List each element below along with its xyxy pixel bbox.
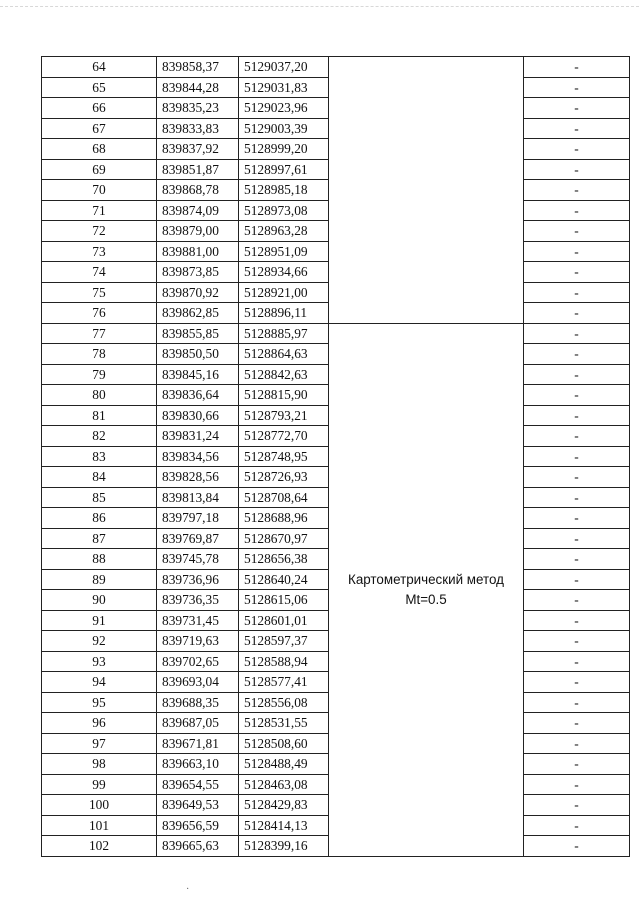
table-row	[42, 57, 630, 78]
point-number-cell: 95	[42, 692, 157, 713]
x-coordinate-cell: 839881,00	[157, 241, 239, 262]
description-cell: -	[524, 200, 630, 221]
point-number-cell: 87	[42, 528, 157, 549]
x-coordinate-cell: 839834,56	[157, 446, 239, 467]
y-coordinate-cell: 5128656,38	[239, 549, 329, 570]
point-number-cell: 70	[42, 180, 157, 201]
x-coordinate-cell: 839879,00	[157, 221, 239, 242]
description-cell: -	[524, 241, 630, 262]
point-number-cell: 86	[42, 508, 157, 529]
description-cell: -	[524, 77, 630, 98]
y-coordinate-cell: 5128963,28	[239, 221, 329, 242]
x-coordinate-cell: 839870,92	[157, 282, 239, 303]
method-cell	[329, 323, 524, 856]
point-number-cell: 79	[42, 364, 157, 385]
point-number-cell: 85	[42, 487, 157, 508]
description-cell: -	[524, 651, 630, 672]
description-cell: -	[524, 733, 630, 754]
x-coordinate-cell: 839836,64	[157, 385, 239, 406]
y-coordinate-cell: 5128985,18	[239, 180, 329, 201]
x-coordinate-cell: 839656,59	[157, 815, 239, 836]
x-coordinate-cell: 839797,18	[157, 508, 239, 529]
x-coordinate-cell: 839736,96	[157, 569, 239, 590]
page-speck: ·	[186, 884, 190, 895]
x-coordinate-cell: 839831,24	[157, 426, 239, 447]
x-coordinate-cell: 839851,87	[157, 159, 239, 180]
description-cell: -	[524, 795, 630, 816]
x-coordinate-cell: 839719,63	[157, 631, 239, 652]
x-coordinate-cell: 839649,53	[157, 795, 239, 816]
x-coordinate-cell: 839828,56	[157, 467, 239, 488]
point-number-cell: 82	[42, 426, 157, 447]
description-cell: -	[524, 528, 630, 549]
x-coordinate-cell: 839688,35	[157, 692, 239, 713]
point-number-cell: 102	[42, 836, 157, 857]
point-number-cell: 98	[42, 754, 157, 775]
description-cell: -	[524, 98, 630, 119]
description-cell: -	[524, 139, 630, 160]
x-coordinate-cell: 839769,87	[157, 528, 239, 549]
description-cell: -	[524, 549, 630, 570]
description-cell: -	[524, 467, 630, 488]
y-coordinate-cell: 5128708,64	[239, 487, 329, 508]
y-coordinate-cell: 5128531,55	[239, 713, 329, 734]
description-cell: -	[524, 672, 630, 693]
y-coordinate-cell: 5128896,11	[239, 303, 329, 324]
y-coordinate-cell: 5129031,83	[239, 77, 329, 98]
point-number-cell: 64	[42, 57, 157, 78]
point-number-cell: 83	[42, 446, 157, 467]
description-cell: -	[524, 282, 630, 303]
x-coordinate-cell: 839855,85	[157, 323, 239, 344]
y-coordinate-cell: 5129037,20	[239, 57, 329, 78]
y-coordinate-cell: 5128921,00	[239, 282, 329, 303]
description-cell: -	[524, 180, 630, 201]
y-coordinate-cell: 5128951,09	[239, 241, 329, 262]
x-coordinate-cell: 839844,28	[157, 77, 239, 98]
y-coordinate-cell: 5128508,60	[239, 733, 329, 754]
x-coordinate-cell: 839858,37	[157, 57, 239, 78]
x-coordinate-cell: 839850,50	[157, 344, 239, 365]
description-cell: -	[524, 385, 630, 406]
point-number-cell: 74	[42, 262, 157, 283]
point-number-cell: 78	[42, 344, 157, 365]
description-cell: -	[524, 815, 630, 836]
point-number-cell: 73	[42, 241, 157, 262]
description-cell: -	[524, 159, 630, 180]
description-cell: -	[524, 569, 630, 590]
point-number-cell: 101	[42, 815, 157, 836]
point-number-cell: 100	[42, 795, 157, 816]
x-coordinate-cell: 839736,35	[157, 590, 239, 611]
description-cell: -	[524, 364, 630, 385]
x-coordinate-cell: 839862,85	[157, 303, 239, 324]
point-number-cell: 90	[42, 590, 157, 611]
description-cell: -	[524, 57, 630, 78]
description-cell: -	[524, 426, 630, 447]
y-coordinate-cell: 5128748,95	[239, 446, 329, 467]
y-coordinate-cell: 5128429,83	[239, 795, 329, 816]
y-coordinate-cell: 5128670,97	[239, 528, 329, 549]
point-number-cell: 66	[42, 98, 157, 119]
description-cell: -	[524, 610, 630, 631]
y-coordinate-cell: 5128399,16	[239, 836, 329, 857]
description-cell: -	[524, 487, 630, 508]
coordinates-table-body	[42, 57, 630, 857]
point-number-cell: 77	[42, 323, 157, 344]
point-number-cell: 71	[42, 200, 157, 221]
method-accuracy: Mt=0.5	[405, 591, 447, 607]
y-coordinate-cell: 5129023,96	[239, 98, 329, 119]
y-coordinate-cell: 5128588,94	[239, 651, 329, 672]
point-number-cell: 96	[42, 713, 157, 734]
description-cell: -	[524, 303, 630, 324]
y-coordinate-cell: 5129003,39	[239, 118, 329, 139]
y-coordinate-cell: 5128864,63	[239, 344, 329, 365]
description-cell: -	[524, 692, 630, 713]
point-number-cell: 97	[42, 733, 157, 754]
y-coordinate-cell: 5128688,96	[239, 508, 329, 529]
point-number-cell: 68	[42, 139, 157, 160]
description-cell: -	[524, 221, 630, 242]
y-coordinate-cell: 5128934,66	[239, 262, 329, 283]
x-coordinate-cell: 839665,63	[157, 836, 239, 857]
description-cell: -	[524, 508, 630, 529]
x-coordinate-cell: 839874,09	[157, 200, 239, 221]
y-coordinate-cell: 5128772,70	[239, 426, 329, 447]
y-coordinate-cell: 5128815,90	[239, 385, 329, 406]
y-coordinate-cell: 5128601,01	[239, 610, 329, 631]
description-cell: -	[524, 836, 630, 857]
y-coordinate-cell: 5128973,08	[239, 200, 329, 221]
page-top-edge	[0, 6, 639, 10]
point-number-cell: 69	[42, 159, 157, 180]
point-number-cell: 92	[42, 631, 157, 652]
point-number-cell: 99	[42, 774, 157, 795]
x-coordinate-cell: 839868,78	[157, 180, 239, 201]
point-number-cell: 67	[42, 118, 157, 139]
x-coordinate-cell: 839833,83	[157, 118, 239, 139]
description-cell: -	[524, 323, 630, 344]
x-coordinate-cell: 839702,65	[157, 651, 239, 672]
point-number-cell: 94	[42, 672, 157, 693]
y-coordinate-cell: 5128885,97	[239, 323, 329, 344]
y-coordinate-cell: 5128556,08	[239, 692, 329, 713]
method-empty-cell	[329, 57, 524, 324]
coordinates-table	[41, 56, 630, 857]
description-cell: -	[524, 262, 630, 283]
y-coordinate-cell: 5128640,24	[239, 569, 329, 590]
y-coordinate-cell: 5128842,63	[239, 364, 329, 385]
point-number-cell: 93	[42, 651, 157, 672]
table-row	[42, 323, 630, 344]
description-cell: -	[524, 590, 630, 611]
y-coordinate-cell: 5128597,37	[239, 631, 329, 652]
point-number-cell: 91	[42, 610, 157, 631]
y-coordinate-cell: 5128726,93	[239, 467, 329, 488]
description-cell: -	[524, 118, 630, 139]
description-cell: -	[524, 405, 630, 426]
point-number-cell: 88	[42, 549, 157, 570]
x-coordinate-cell: 839813,84	[157, 487, 239, 508]
description-cell: -	[524, 774, 630, 795]
y-coordinate-cell: 5128615,06	[239, 590, 329, 611]
point-number-cell: 89	[42, 569, 157, 590]
x-coordinate-cell: 839693,04	[157, 672, 239, 693]
description-cell: -	[524, 713, 630, 734]
point-number-cell: 84	[42, 467, 157, 488]
description-cell: -	[524, 754, 630, 775]
point-number-cell: 80	[42, 385, 157, 406]
point-number-cell: 75	[42, 282, 157, 303]
x-coordinate-cell: 839745,78	[157, 549, 239, 570]
x-coordinate-cell: 839663,10	[157, 754, 239, 775]
x-coordinate-cell: 839731,45	[157, 610, 239, 631]
description-cell: -	[524, 631, 630, 652]
method-label: Картометрический метод	[348, 572, 504, 587]
x-coordinate-cell: 839873,85	[157, 262, 239, 283]
y-coordinate-cell: 5128577,41	[239, 672, 329, 693]
y-coordinate-cell: 5128999,20	[239, 139, 329, 160]
x-coordinate-cell: 839830,66	[157, 405, 239, 426]
point-number-cell: 65	[42, 77, 157, 98]
x-coordinate-cell: 839687,05	[157, 713, 239, 734]
description-cell: -	[524, 446, 630, 467]
point-number-cell: 72	[42, 221, 157, 242]
x-coordinate-cell: 839671,81	[157, 733, 239, 754]
x-coordinate-cell: 839654,55	[157, 774, 239, 795]
point-number-cell: 81	[42, 405, 157, 426]
x-coordinate-cell: 839845,16	[157, 364, 239, 385]
description-cell: -	[524, 344, 630, 365]
y-coordinate-cell: 5128414,13	[239, 815, 329, 836]
x-coordinate-cell: 839837,92	[157, 139, 239, 160]
y-coordinate-cell: 5128997,61	[239, 159, 329, 180]
y-coordinate-cell: 5128488,49	[239, 754, 329, 775]
y-coordinate-cell: 5128463,08	[239, 774, 329, 795]
x-coordinate-cell: 839835,23	[157, 98, 239, 119]
point-number-cell: 76	[42, 303, 157, 324]
y-coordinate-cell: 5128793,21	[239, 405, 329, 426]
